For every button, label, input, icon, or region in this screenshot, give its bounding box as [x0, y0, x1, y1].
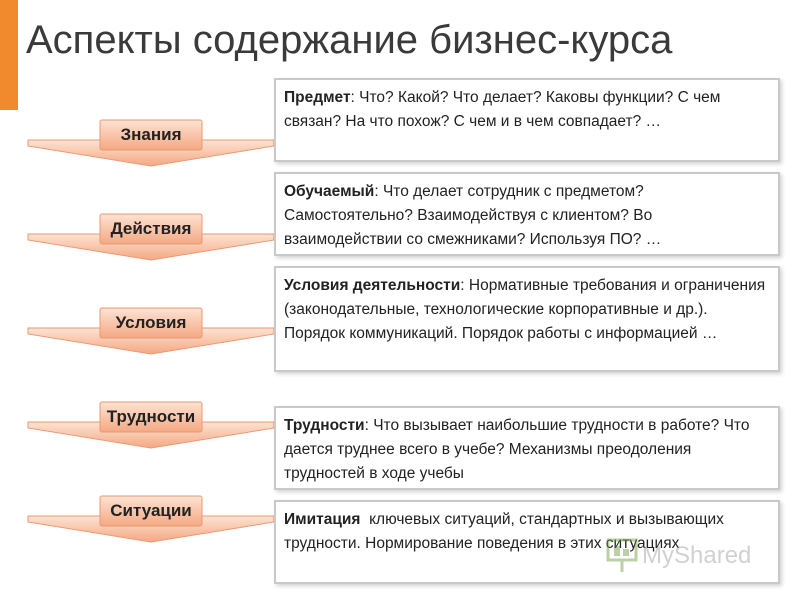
watermark-text: MyShared — [642, 542, 752, 569]
aspect-text: : Нормативные требования и ограничения (законодательные, технологические корпоративные и др.). Порядок коммуникаций. Порядок работы с информацией … — [284, 277, 766, 342]
aspect-text: : Что вызывает наибольшие трудности в работе? Что дается труднее всего в учебе? Механизмы преодоления трудностей в ходе учебы — [284, 417, 750, 482]
aspect-description-difficulties — [274, 406, 780, 490]
aspect-text: : Что делает сотрудник с предметом? Самостоятельно? Взаимодействуя с клиентом? Во взаимодействии со смежниками? Используя ПО? … — [284, 183, 662, 248]
aspect-label: Знания — [120, 125, 182, 144]
aspect-description-conditions — [274, 266, 780, 372]
aspect-label: Условия — [115, 313, 187, 332]
watermark-logo — [606, 536, 766, 576]
aspect-label: Ситуации — [110, 501, 192, 520]
aspect-arrow-situations — [26, 492, 276, 552]
presentation-board-icon — [606, 538, 638, 574]
aspect-term: Условия деятельности — [284, 277, 461, 294]
aspect-description-actions — [274, 172, 780, 256]
aspect-text: ключевых ситуаций, стандартных и вызывающих трудности. Нормирование поведения в этих ситуациях — [284, 511, 729, 552]
aspect-term: Имитация — [284, 511, 361, 528]
aspect-arrow-actions — [26, 210, 276, 270]
aspect-arrow-conditions — [26, 304, 276, 364]
aspect-term: Обучаемый — [284, 183, 375, 200]
aspect-arrow-difficulties — [26, 398, 276, 458]
page-title: Аспекты содержание бизнес-курса — [26, 18, 673, 62]
accent-bar — [0, 0, 18, 110]
aspect-arrow-knowledge — [26, 116, 276, 176]
aspect-label: Трудности — [106, 407, 196, 426]
aspect-label: Действия — [110, 219, 192, 238]
aspect-text: : Что? Какой? Что делает? Каковы функции? С чем связан? На что похож? С чем и в чем совпадает? … — [284, 89, 721, 130]
aspect-term: Трудности — [284, 417, 365, 434]
aspect-description-knowledge — [274, 78, 780, 162]
aspect-term: Предмет — [284, 89, 351, 106]
